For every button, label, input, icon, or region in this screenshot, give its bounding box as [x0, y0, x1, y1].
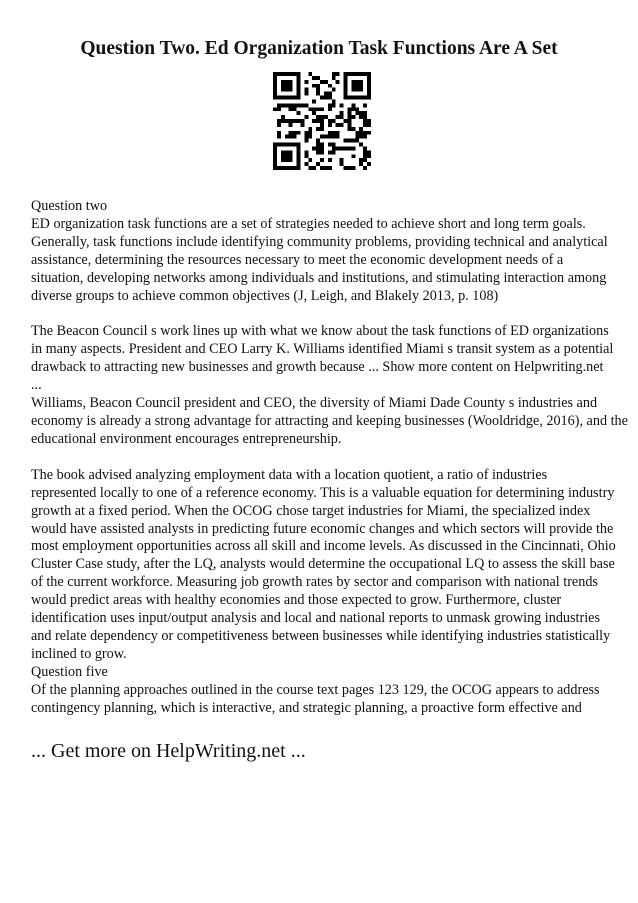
- paragraph: Of the planning approaches outlined in the course text pages 123 129, the OCOG appears to address contingency planning, which is interactive, and strategic planning, a proactive form effective and: [31, 681, 600, 716]
- page-title: Question Two. Ed Organization Task Functions Are A Set: [80, 38, 558, 59]
- paragraph: Williams, Beacon Council president and CEO, the diversity of Miami Dade County s industries and economy is already a strong advantage for attracting and keeping businesses (Wooldridge, 2016), and the educational environment encourages entrepreneurship.: [31, 395, 628, 447]
- heading-question-five: Question five: [31, 663, 108, 680]
- paragraph: ED organization task functions are a set of strategies needed to achieve short and long term goals. Generally, task functions include identifying community problems, providing technical and analytical assistance, determining the resources necessary to meet the economic development needs of a situation, developing networks among individuals and institutions, and stimulating interaction among diverse groups to achieve common objectives (J, Leigh, and Blakely 2013, p. 108): [31, 215, 608, 304]
- paragraph-gap: [31, 305, 616, 323]
- paragraph-gap: [31, 449, 616, 467]
- qr-code-icon: [273, 72, 371, 170]
- document-body: [31, 198, 628, 717]
- heading-question-two: Question two: [31, 198, 108, 214]
- paragraph: The book advised analyzing employment data with a location quotient, a ratio of industries represented locally to one of a reference economy. This is a valuable equation for determining industry growth at a fixed period. When the OCOG chose target industries for Miami, the specialized index would have assisted analysts in predicting future economic changes and which sectors will provide the most employment opportunities across all skill and income levels. As discussed in the Cincinnati, Ohio Cluster Case study, after the LQ, analysts would determine the occupational LQ to assess the skill base of the current workforce. Measuring job growth rates by sector and comparison with national trends would predict areas with healthy economies and those expected to grow. Furthermore, cluster identification uses input/output analysis and local and national reports to unmask growing industries and relate dependency or competitiveness between businesses while identifying industries statistically inclined to grow.: [31, 466, 616, 662]
- paragraph: The Beacon Council s work lines up with what we know about the task functions of ED organizations in many aspects. President and CEO Larry K. Williams identified Miami s transit system as a potential drawback to attracting new businesses and growth because ... Show more content on Helpwriting.net ...: [31, 323, 614, 394]
- get-more-link[interactable]: ... Get more on HelpWriting.net ...: [31, 740, 306, 762]
